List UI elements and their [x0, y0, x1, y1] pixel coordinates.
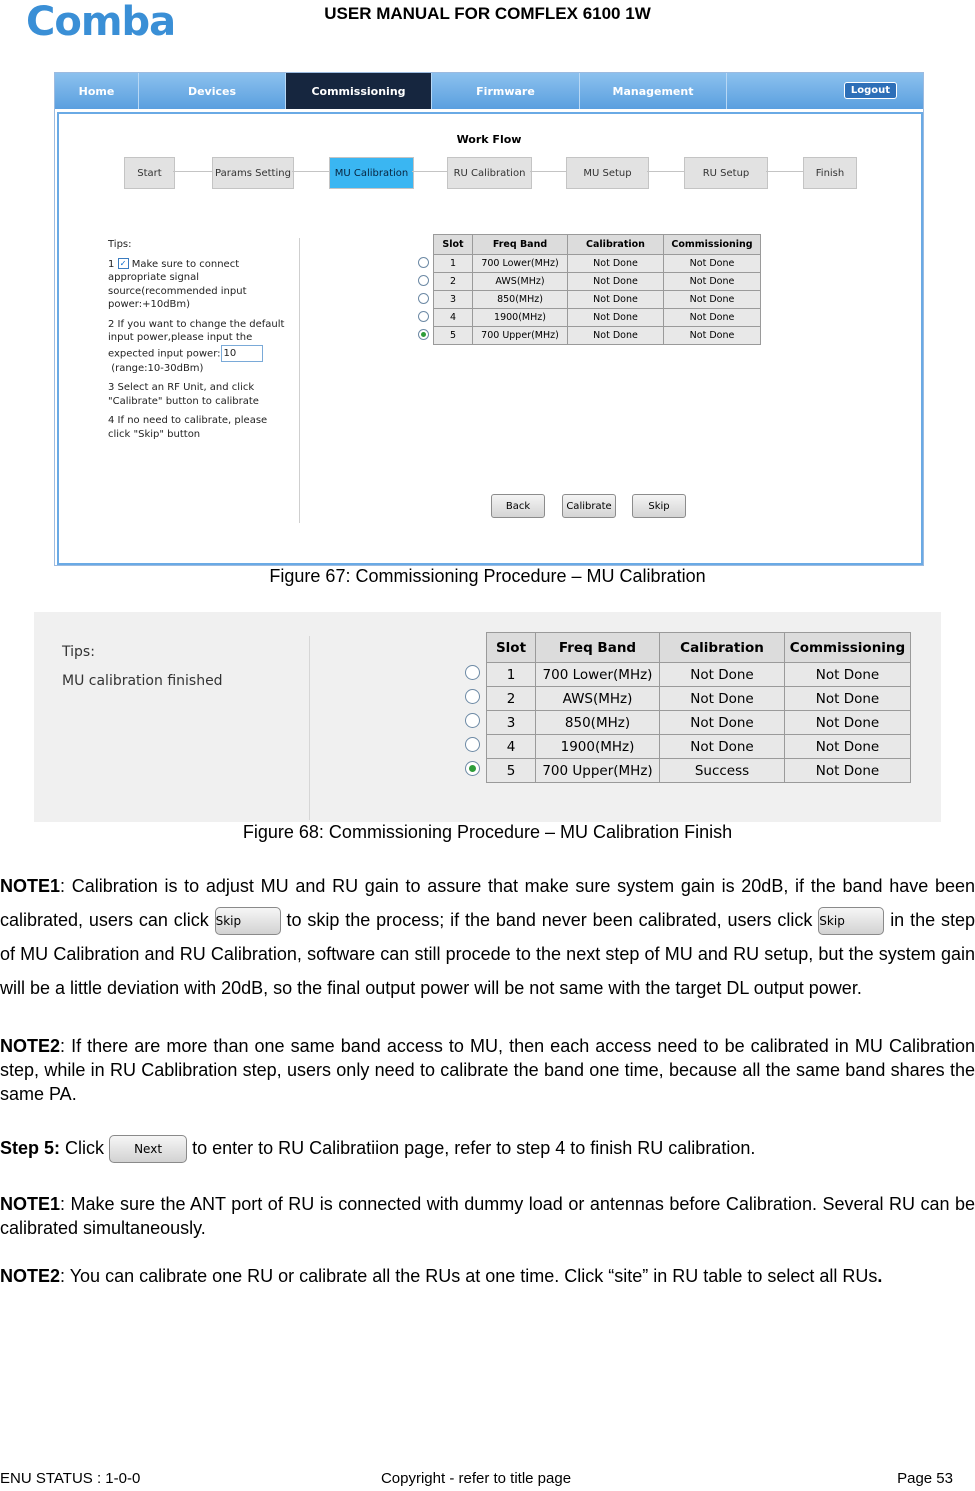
- skip-button[interactable]: Skip: [632, 494, 686, 518]
- freq-band-cell: 700 Lower(MHz): [536, 663, 660, 687]
- tab-devices[interactable]: Devices: [139, 73, 286, 109]
- checkbox[interactable]: ✓: [118, 258, 129, 269]
- step-mu-calibration[interactable]: MU Calibration: [329, 157, 414, 189]
- slot-cell: 5: [434, 327, 473, 345]
- tip-1-text: Make sure to connect appropriate signal source(recommended input power:+10dBm): [108, 258, 247, 310]
- tab-home[interactable]: Home: [55, 73, 139, 109]
- calibrate-button[interactable]: Calibrate: [562, 494, 616, 518]
- skip-button-inline: Skip: [818, 907, 884, 935]
- freq-band-cell: 850(MHz): [536, 711, 660, 735]
- note-text: : Calibration is to adjust MU and RU gain to assure that make sure system gain is 20dB, if the band have been calibrated, users can click: [0, 876, 975, 930]
- slot-cell: 4: [434, 309, 473, 327]
- table-row[interactable]: [459, 687, 911, 711]
- freq-band-cell: 1900(MHz): [536, 735, 660, 759]
- note-text: to skip the process; if the band never been calibrated, users click: [286, 910, 813, 930]
- calibration-cell: Not Done: [660, 735, 785, 759]
- step-text: to enter to RU Calibratiion page, refer to step 4 to finish RU calibration.: [192, 1138, 756, 1158]
- freq-band-cell: 700 Lower(MHz): [473, 255, 568, 273]
- commissioning-cell: Not Done: [785, 735, 911, 759]
- row-radio-button[interactable]: [418, 293, 429, 304]
- table-row[interactable]: [459, 663, 911, 687]
- step5-text: [0, 1131, 975, 1165]
- row-radio-button[interactable]: [465, 665, 480, 680]
- tip-3: 3 Select an RF Unit, and click "Calibrate" button to calibrate: [108, 382, 259, 407]
- note2-ru-select: [0, 1264, 975, 1288]
- radio-cell: [459, 711, 487, 735]
- freq-band-cell: 850(MHz): [473, 291, 568, 309]
- table-row[interactable]: [414, 255, 761, 273]
- slot-cell: 5: [487, 759, 536, 783]
- input-power-field[interactable]: 10: [221, 345, 263, 362]
- tips-panel: [62, 638, 223, 696]
- footer-copyright: Copyright - refer to title page: [380, 1470, 572, 1487]
- top-nav: [55, 73, 923, 109]
- freq-band-cell: 700 Upper(MHz): [536, 759, 660, 783]
- commissioning-cell: Not Done: [664, 327, 761, 345]
- commissioning-cell: Not Done: [664, 309, 761, 327]
- figure-68-caption: Figure 68: Commissioning Procedure – MU Calibration Finish: [242, 822, 733, 842]
- calibration-cell: Not Done: [568, 273, 664, 291]
- tips-label: Tips:: [62, 644, 95, 660]
- note-label: NOTE1: [0, 876, 61, 896]
- column-header-freq-band: Freq Band: [536, 633, 660, 663]
- radio-cell: [459, 759, 487, 783]
- slot-cell: 2: [487, 687, 536, 711]
- note-label: NOTE2: [0, 1266, 61, 1286]
- logout-button[interactable]: Logout: [844, 82, 897, 99]
- slot-cell: 2: [434, 273, 473, 291]
- note-end: .: [877, 1266, 883, 1286]
- calibration-cell: Not Done: [568, 327, 664, 345]
- slot-cell: 1: [434, 255, 473, 273]
- table-row[interactable]: [459, 759, 911, 783]
- tip-2-range: (range:10-30dBm): [111, 362, 204, 374]
- tip-1-number: 1: [108, 258, 115, 270]
- radio-cell: [459, 687, 487, 711]
- step-params-setting[interactable]: Params Setting: [212, 157, 294, 189]
- row-radio-button[interactable]: [465, 713, 480, 728]
- step-mu-setup[interactable]: MU Setup: [566, 157, 649, 189]
- column-header-freq-band: Freq Band: [473, 235, 568, 255]
- table-row[interactable]: [414, 327, 761, 345]
- commissioning-cell: Not Done: [785, 711, 911, 735]
- note-label: NOTE1: [0, 1194, 61, 1214]
- radio-column-header: [459, 633, 487, 663]
- mu-calibration-finish-screenshot: [34, 612, 941, 822]
- radio-column-header: [414, 235, 434, 255]
- step-text: Click: [65, 1138, 105, 1158]
- workflow-arrow: [173, 171, 212, 172]
- tab-management[interactable]: Management: [580, 73, 727, 109]
- calibration-table: [459, 632, 911, 783]
- note-label: NOTE2: [0, 1036, 61, 1056]
- row-radio-button[interactable]: [465, 737, 480, 752]
- step-label: Step 5:: [0, 1138, 61, 1158]
- column-header-commissioning: Commissioning: [785, 633, 911, 663]
- row-radio-button[interactable]: [418, 311, 429, 322]
- workflow-arrow: [412, 171, 447, 172]
- commissioning-cell: Not Done: [664, 255, 761, 273]
- row-radio-button[interactable]: [465, 761, 480, 776]
- commissioning-cell: Not Done: [785, 759, 911, 783]
- back-button[interactable]: Back: [491, 494, 545, 518]
- radio-cell: [414, 327, 434, 345]
- slot-cell: 1: [487, 663, 536, 687]
- calibration-cell: Not Done: [568, 255, 664, 273]
- slot-cell: 3: [434, 291, 473, 309]
- row-radio-button[interactable]: [465, 689, 480, 704]
- column-header-commissioning: Commissioning: [664, 235, 761, 255]
- radio-cell: [459, 663, 487, 687]
- mu-calibration-screenshot: [54, 72, 924, 566]
- radio-cell: [459, 735, 487, 759]
- table-row[interactable]: [414, 309, 761, 327]
- freq-band-cell: AWS(MHz): [473, 273, 568, 291]
- figure-67-caption: Figure 67: Commissioning Procedure – MU Calibration: [269, 566, 706, 586]
- workflow-title: Work Flow: [456, 133, 522, 146]
- skip-button-inline: Skip: [215, 907, 281, 935]
- commissioning-cell: Not Done: [664, 291, 761, 309]
- step-ru-setup[interactable]: RU Setup: [684, 157, 768, 189]
- table-header-row: [414, 235, 761, 255]
- radio-cell: [414, 255, 434, 273]
- tab-firmware[interactable]: Firmware: [432, 73, 580, 109]
- tips-text: MU calibration finished: [62, 673, 223, 689]
- column-header-slot: Slot: [434, 235, 473, 255]
- calibration-table: [414, 234, 761, 345]
- row-radio-button[interactable]: [418, 329, 429, 340]
- note1-calibration: [0, 869, 975, 1005]
- document-title: USER MANUAL FOR COMFLEX 6100 1W: [324, 4, 651, 23]
- slot-cell: 4: [487, 735, 536, 759]
- note2-same-band: [0, 1034, 975, 1106]
- workflow-arrow: [530, 171, 566, 172]
- workflow-arrow: [292, 171, 329, 172]
- note-text: : Make sure the ANT port of RU is connected with dummy load or antennas before Calibration. Several RU can be calibrated simultaneously.: [0, 1194, 975, 1238]
- next-button-inline: Next: [109, 1135, 187, 1163]
- row-radio-button[interactable]: [418, 275, 429, 286]
- table-row[interactable]: [459, 711, 911, 735]
- footer-page-number: Page 53: [897, 1470, 953, 1487]
- table-row[interactable]: [414, 291, 761, 309]
- tip-1: [108, 258, 288, 312]
- tip-4: 4 If no need to calibrate, please click "Skip" button: [108, 415, 268, 440]
- calibration-cell: Not Done: [660, 663, 785, 687]
- calibration-cell: Success: [660, 759, 785, 783]
- step-finish[interactable]: Finish: [803, 157, 857, 189]
- comba-logo: Comba: [26, 0, 176, 45]
- radio-cell: [414, 273, 434, 291]
- table-row[interactable]: [459, 735, 911, 759]
- note-text: : You can calibrate one RU or calibrate all the RUs at one time. Click “site” in RU table to select all RUs: [60, 1266, 878, 1286]
- column-header-calibration: Calibration: [568, 235, 664, 255]
- table-row[interactable]: [414, 273, 761, 291]
- radio-cell: [414, 309, 434, 327]
- column-header-slot: Slot: [487, 633, 536, 663]
- freq-band-cell: AWS(MHz): [536, 687, 660, 711]
- tip-2: [108, 318, 288, 376]
- footer-status: ENU STATUS : 1-0-0: [0, 1470, 141, 1487]
- step-start[interactable]: Start: [124, 157, 175, 189]
- workflow-arrow: [766, 171, 803, 172]
- step-ru-calibration[interactable]: RU Calibration: [447, 157, 532, 189]
- tips-label: Tips:: [108, 239, 132, 250]
- column-header-calibration: Calibration: [660, 633, 785, 663]
- row-radio-button[interactable]: [418, 257, 429, 268]
- radio-cell: [414, 291, 434, 309]
- tip-2-text: 2 If you want to change the default input power,please input the expected input power:: [108, 318, 285, 359]
- commissioning-cell: Not Done: [785, 687, 911, 711]
- note-text: in the step of MU Calibration and RU Calibration, software can still procede to the next step of MU and RU setup, but the system gain will be a little deviation with 20dB, so the final output power will be not same with the target DL output power.: [0, 910, 975, 998]
- workflow-arrow: [647, 171, 684, 172]
- calibration-cell: Not Done: [568, 291, 664, 309]
- calibration-cell: Not Done: [660, 711, 785, 735]
- table-header-row: [459, 633, 911, 663]
- note-text: : If there are more than one same band access to MU, then each access need to be calibrated in MU Calibration step, while in RU Cablibration step, users only need to calibrate the band one time, because all the same band shares the same PA.: [0, 1036, 975, 1104]
- calibration-cell: Not Done: [568, 309, 664, 327]
- freq-band-cell: 700 Upper(MHz): [473, 327, 568, 345]
- calibration-cell: Not Done: [660, 687, 785, 711]
- divider: [299, 238, 300, 523]
- divider: [309, 636, 310, 820]
- slot-cell: 3: [487, 711, 536, 735]
- note1-ant-port: [0, 1192, 975, 1240]
- tab-commissioning[interactable]: Commissioning: [286, 73, 432, 109]
- freq-band-cell: 1900(MHz): [473, 309, 568, 327]
- commissioning-cell: Not Done: [664, 273, 761, 291]
- tips-panel: [108, 238, 288, 447]
- commissioning-cell: Not Done: [785, 663, 911, 687]
